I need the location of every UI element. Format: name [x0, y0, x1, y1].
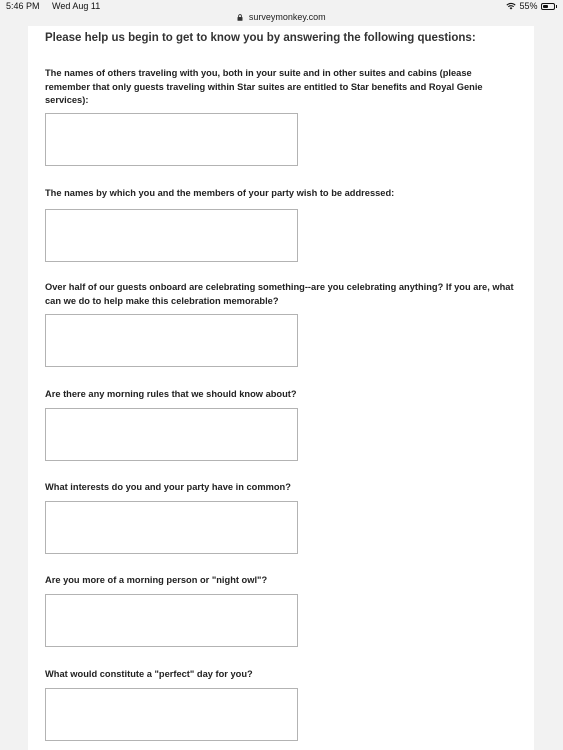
status-date: Wed Aug 11: [52, 1, 101, 11]
answer-textbox-5[interactable]: [45, 501, 298, 554]
question-7: [45, 668, 515, 741]
question-5: [45, 481, 515, 554]
wifi-icon: [506, 2, 516, 10]
question-6: [45, 574, 515, 647]
question-label: The names by which you and the members of your party wish to be addressed:: [45, 188, 395, 198]
answer-textbox-2[interactable]: [45, 209, 298, 262]
battery-percent: 55%: [519, 1, 538, 11]
question-4: [45, 388, 515, 461]
battery-fill: [543, 5, 549, 8]
answer-textbox-4[interactable]: [45, 408, 298, 461]
battery-tip: [556, 5, 558, 8]
question-label: What would constitute a "perfect" day for you?: [45, 669, 253, 679]
lock-icon: [237, 14, 243, 21]
question-label: What interests do you and your party have in common?: [45, 482, 291, 492]
question-1: [45, 67, 515, 166]
answer-textbox-7[interactable]: [45, 688, 298, 741]
question-label: Over half of our guests onboard are celebrating something--are you celebrating anything? If you are, what can we do to help make this celebration memorable?: [45, 282, 514, 306]
question-2: [45, 187, 515, 262]
survey-page: [28, 26, 534, 750]
battery-icon: [541, 3, 555, 10]
answer-textbox-6[interactable]: [45, 594, 298, 647]
status-time: 5:46 PM: [6, 1, 40, 11]
url-bar[interactable]: [0, 12, 563, 26]
question-label: Are there any morning rules that we should know about?: [45, 389, 297, 399]
answer-textbox-3[interactable]: [45, 314, 298, 367]
question-label: Are you more of a morning person or "night owl"?: [45, 575, 268, 585]
url-text: surveymonkey.com: [248, 12, 326, 22]
status-left: [6, 1, 110, 11]
survey-intro: Please help us begin to get to know you by answering the following questions:: [45, 32, 476, 44]
answer-textbox-1[interactable]: [45, 113, 298, 166]
question-label: The names of others traveling with you, both in your suite and in other suites and cabins (please remember that only guests traveling within Star suites are entitled to Star benefits and Royal Genie services):: [45, 68, 483, 106]
status-right: [506, 1, 557, 11]
question-3: [45, 281, 515, 367]
